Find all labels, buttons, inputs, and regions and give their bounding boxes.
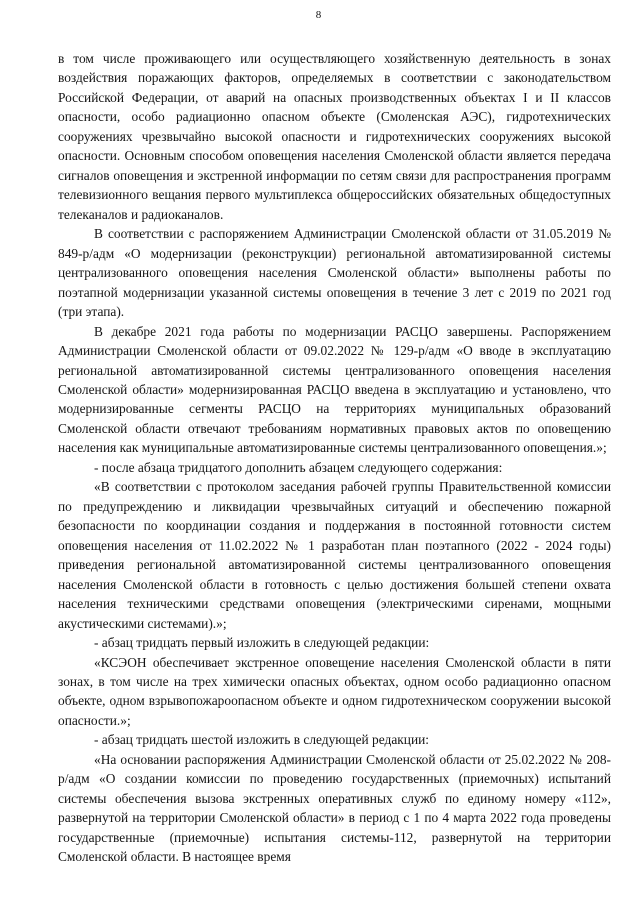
- paragraph-amendment-after-thirtieth: - после абзаца тридцатого дополнить абзацем следующего содержания:: [94, 459, 503, 475]
- paragraph-amendment-thirty-sixth: - абзац тридцать шестой изложить в следующей редакции:: [94, 732, 429, 748]
- document-body: [58, 49, 611, 867]
- paragraph-rasco-completed: В декабре 2021 года работы по модернизации РАСЦО завершены. Распоряжением Администрации Смоленской области от 09.02.2022 № 129-р/адм «О вводе в эксплуатацию региональной автоматизированной системы централизованного оповещения населения Смоленской области» модернизированная РАСЦО введена в эксплуатацию и установлено, что модернизированные сегменты РАСЦО на территориях муниципальных образований Смоленской области отвечают требованиям нормативных правовых актов по оповещению населения как муниципальные автоматизированные системы централизованного оповещения.»;: [58, 323, 611, 456]
- paragraph-system-112: «На основании распоряжения Администрации Смоленской области от 25.02.2022 № 208-р/адм «О создании комиссии по проведению государственных (приемочных) испытаний системы обеспечения вызова экстренных оперативных служб по единому номеру «112», развернутой на территории Смоленской области» в период с 1 по 4 марта 2022 года проведены государственные (приемочные) испытания системы-112, развернутой на территории Смоленской области. В настоящее время: [58, 751, 611, 865]
- paragraph-kseon: «КСЭОН обеспечивает экстренное оповещение населения Смоленской области в пяти зонах, в том числе на трех химически опасных объектах, одном особо радиационно опасном объекте, одном взрывопожароопасном объекте и одном гидротехническом сооружении высокой опасности.»;: [58, 654, 611, 728]
- paragraph-rasco-modernization-order: В соответствии с распоряжением Администрации Смоленской области от 31.05.2019 № 849-р/адм «О модернизации (реконструкции) региональной автоматизированной системы централизованного оповещения населения Смоленской области» выполнены работы по поэтапной модернизации указанной системы оповещения в течение 3 лет с 2019 по 2021 год (три этапа).: [58, 226, 611, 320]
- paragraph-working-group-protocol: «В соответствии с протоколом заседания рабочей группы Правительственной комиссии по предупреждению и ликвидации чрезвычайных ситуаций и обеспечению пожарной безопасности по координации создания и поддержания в постоянной готовности систем оповещения населения от 11.02.2022 № 1 разработан план поэтапного (2022 - 2024 годы) приведения региональной автоматизированной системы централизованного оповещения населения Смоленской области в готовность с целью достижения большей степени охвата населения техническими средствами оповещения (электрическими сиренами, мощными акустическими системами).»;: [58, 479, 611, 631]
- paragraph-amendment-thirty-first: - абзац тридцать первый изложить в следующей редакции:: [94, 635, 430, 651]
- paragraph-continuation: в том числе проживающего или осуществляющего хозяйственную деятельность в зонах воздействия поражающих факторов, определяемых в соответствии с законодательством Российской Федерации, от аварий на опасных производственных объектах I и II классов опасности, особо радиационно опасном объекте (Смоленская АЭС), гидротехнических сооружениях чрезвычайно высокой опасности и гидротехнических сооружениях высокой опасности. Основным способом оповещения населения Смоленской области является передача сигналов оповещения и экстренной информации по сетям связи для распространения программ телевизионного вещания первого мультиплекса общероссийских обязательных общедоступных телеканалов и радиоканалов.: [58, 51, 611, 222]
- page-number: 8: [315, 9, 322, 21]
